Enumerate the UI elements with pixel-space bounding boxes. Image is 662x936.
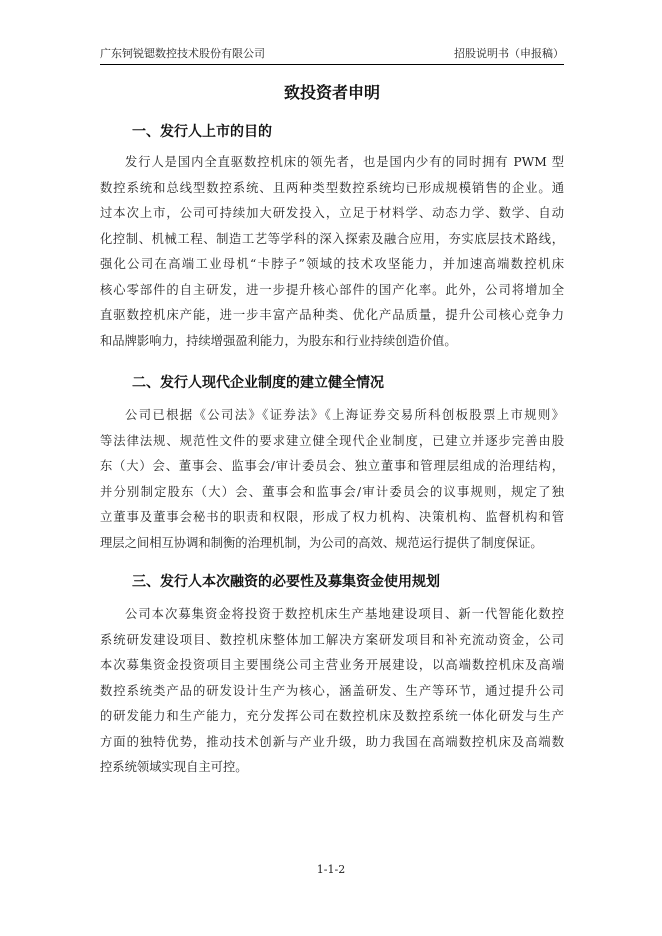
paragraph-line: 并分别制定股东（大）会、董事会和监事会/审计委员会的议事规则，规定了独 (100, 484, 564, 499)
paragraph-financing-plan (100, 602, 564, 781)
paragraph-line: 等法律法规、规范性文件的要求建立健全现代企业制度，已建立并逐步完善由股 (100, 433, 564, 448)
section-heading-financing-plan: 三、发行人本次融资的必要性及募集资金使用规划 (132, 574, 440, 590)
paragraph-line: 方面的独特优势，推动技术创新与产业升级，助力我国在高端数控机床及高端数 (100, 734, 564, 749)
paragraph-line: 发行人是国内全直驱数控机床的领先者，也是国内少有的同时拥有 PWM 型 (125, 155, 564, 169)
header-document-type: 招股说明书（申报稿） (454, 47, 564, 60)
paragraph-line: 化控制、机械工程、制造工艺等学科的深入探索及融合应用，夯实底层技术路线， (100, 231, 564, 246)
paragraph-corporate-governance (100, 403, 564, 556)
paragraph-line: 理层之间相互协调和制衡的治理机制，为公司的高效、规范运行提供了制度保证。 (100, 535, 543, 550)
paragraph-line: 东（大）会、董事会、监事会/审计委员会、独立董事和管理层组成的治理结构， (100, 459, 564, 473)
page-number: 1-1-2 (316, 863, 346, 876)
paragraph-line: 本次募集资金投资项目主要围绕公司主营业务开展建设，以高端数控机床及高端 (100, 658, 564, 672)
paragraph-line: 系统研发建设项目、数控机床整体加工解决方案研发项目和补充流动资金，公司 (100, 632, 564, 647)
document-title: 致投资者申明 (283, 83, 380, 102)
paragraph-line: 核心零部件的自主研发，进一步提升核心部件的国产化率。此外，公司将增加全 (100, 282, 564, 297)
paragraph-line: 公司本次募集资金将投资于数控机床生产基地建设项目、新一代智能化数控 (125, 607, 564, 621)
header-company-name: 广东钶锐锶数控技术股份有限公司 (100, 47, 265, 60)
page-header (100, 44, 564, 65)
section-heading-listing-purpose: 一、发行人上市的目的 (132, 124, 272, 140)
section-heading-corporate-governance: 二、发行人现代企业制度的建立健全情况 (132, 375, 384, 391)
paragraph-line: 直驱数控机床产能，进一步丰富产品种类、优化产品质量，提升公司核心竞争力 (100, 308, 564, 322)
paragraph-line: 公司已根据《公司法》《证券法》《上海证券交易所科创板股票上市规则》 (125, 408, 564, 422)
paragraph-listing-purpose (100, 150, 564, 354)
paragraph-line: 数控系统和总线型数控系统、且两种类型数控系统均已形成规模销售的企业。通 (100, 180, 564, 195)
paragraph-line: 强化公司在高端工业母机“卡脖子”领域的技术攻坚能力，并加速高端数控机床 (100, 257, 564, 271)
paragraph-line: 和品牌影响力，持续增强盈利能力，为股东和行业持续创造价值。 (100, 333, 457, 348)
paragraph-line: 的研发能力和生产能力，充分发挥公司在数控机床及数控系统一体化研发与生产 (100, 709, 564, 723)
paragraph-line: 数控系统类产品的研发设计生产为核心，涵盖研发、生产等环节，通过提升公司 (100, 683, 564, 698)
paragraph-line: 过本次上市，公司可持续加大研发投入，立足于材料学、动态力学、数学、自动 (100, 206, 564, 220)
paragraph-line: 控系统领域实现自主可控。 (100, 760, 248, 774)
paragraph-line: 立董事及董事会秘书的职责和权限，形成了权力机构、决策机构、监督机构和管 (100, 510, 564, 524)
